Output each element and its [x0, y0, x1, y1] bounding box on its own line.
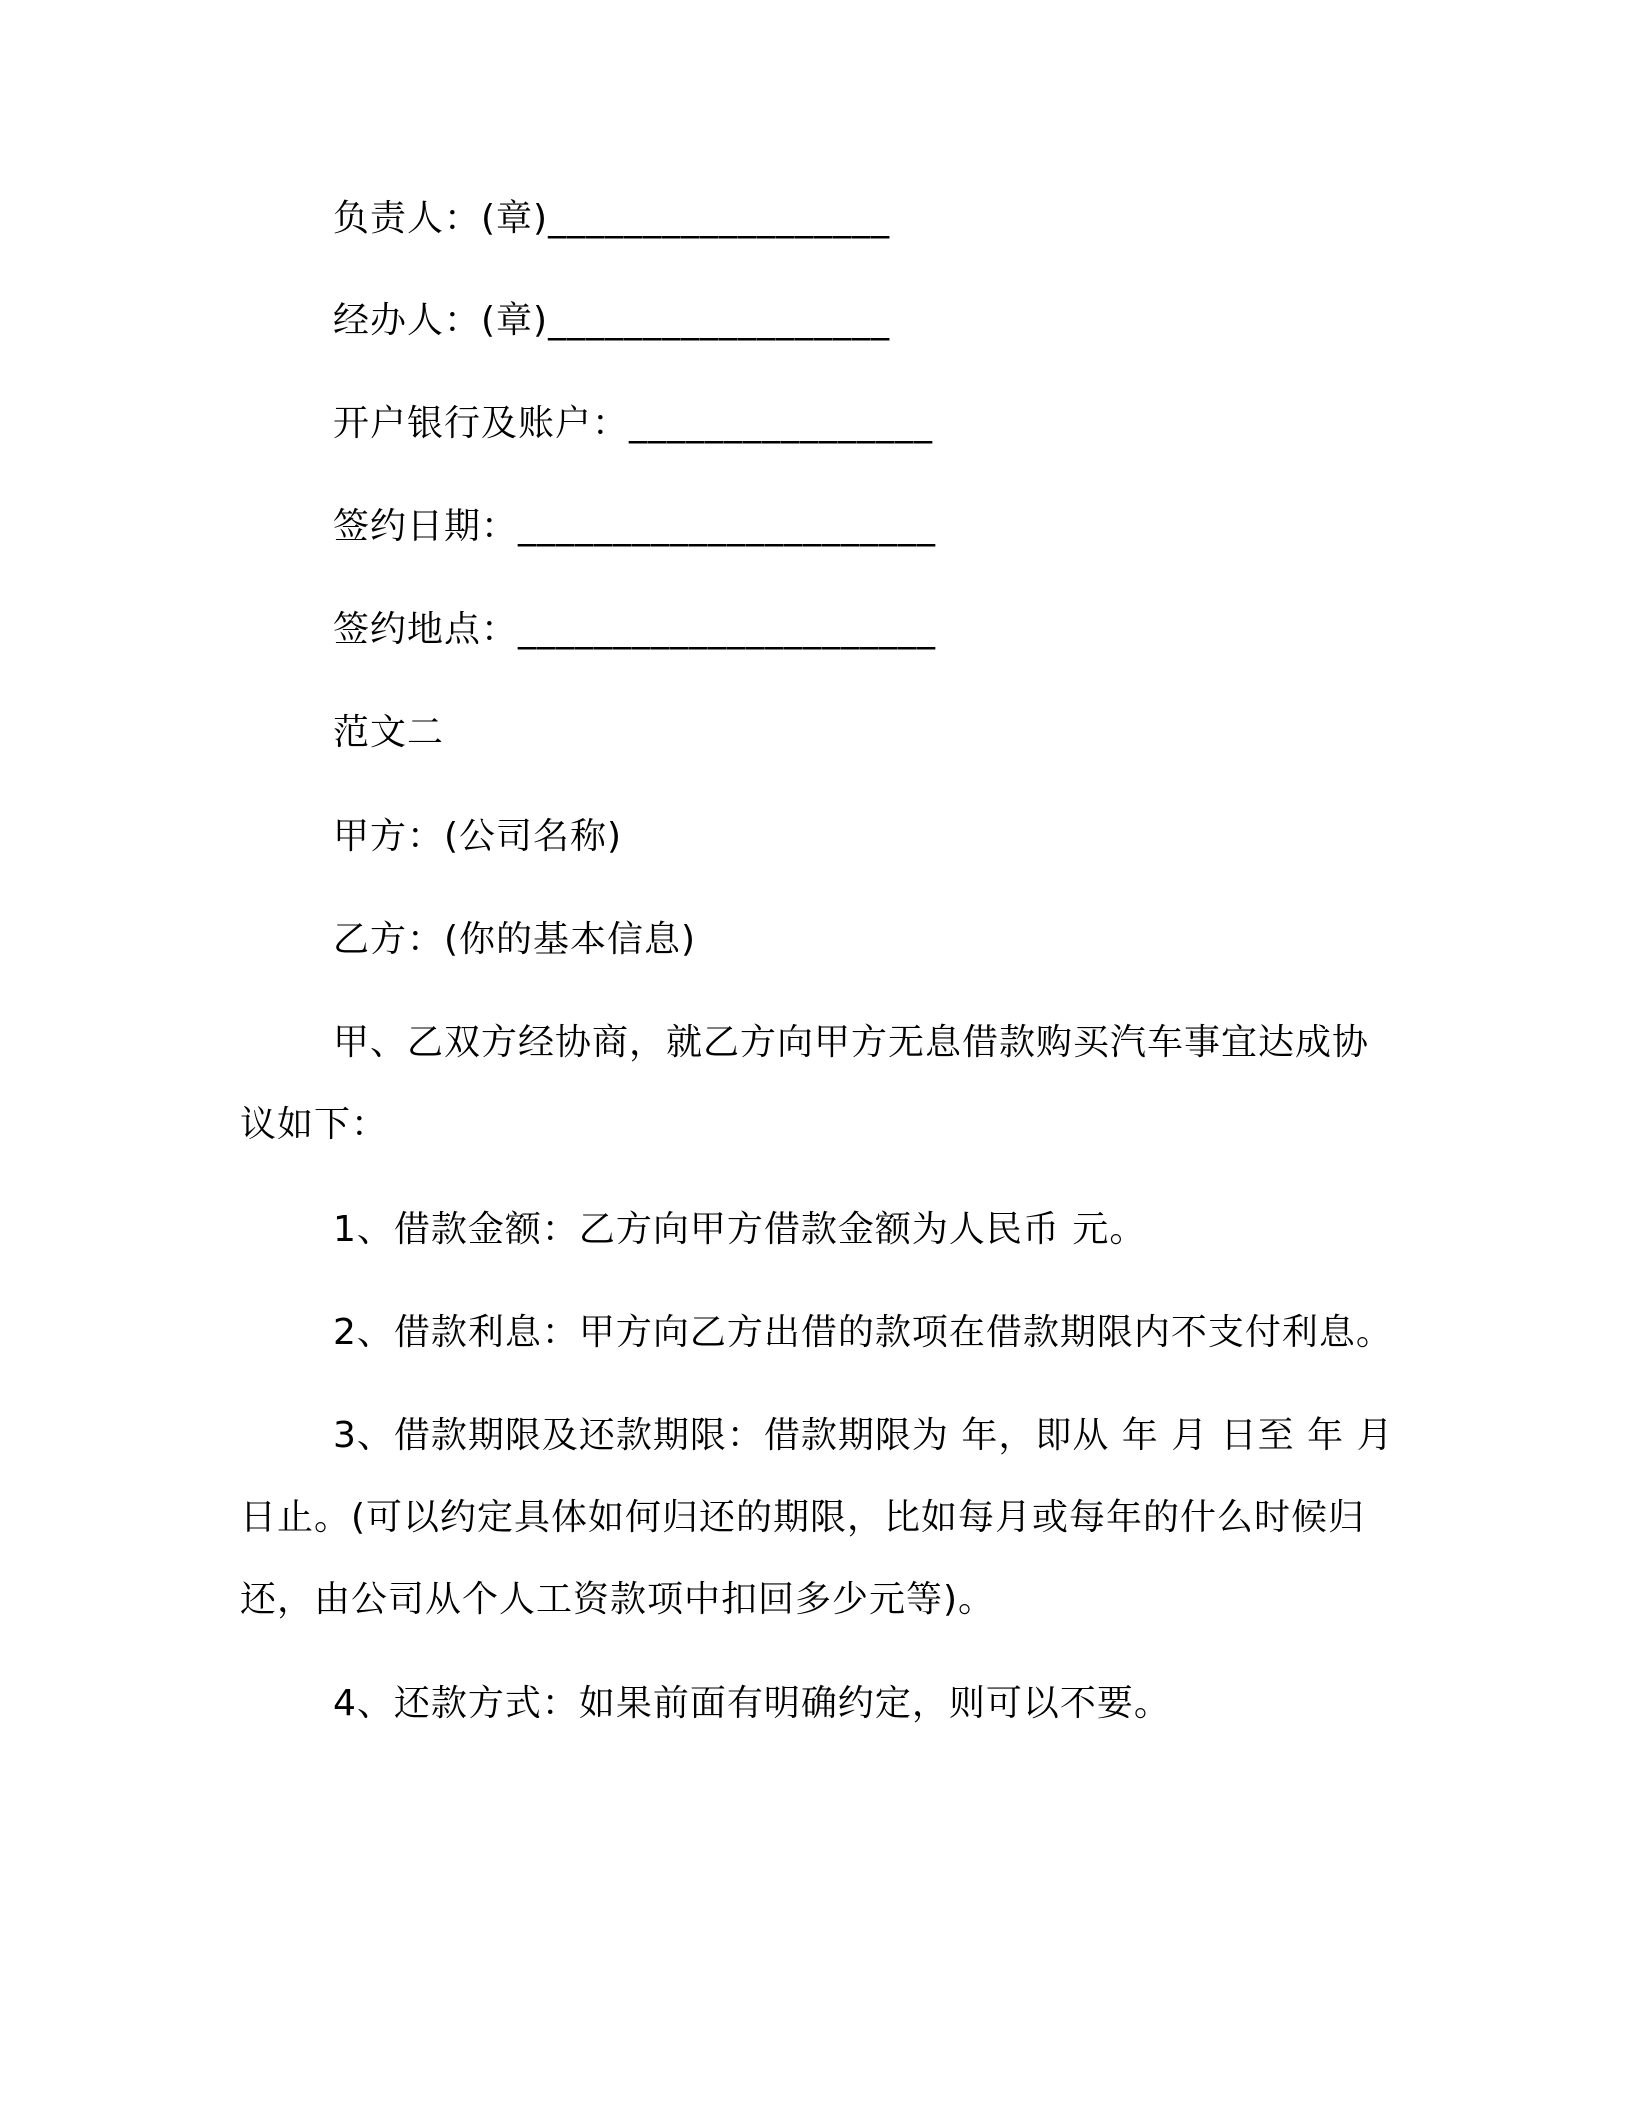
clause-3-line-3: 还，由公司从个人工资款项中扣回多少元等)。	[240, 1579, 996, 1620]
clause-2: 2、借款利息：甲方向乙方出借的款项在借款期限内不支付利息。	[333, 1312, 1393, 1353]
clause-3-line-2: 日止。(可以约定具体如何归还的期限，比如每月或每年的什么时候归	[240, 1497, 1366, 1538]
party-b-line: 乙方：(你的基本信息)	[333, 919, 697, 960]
signing-place-field: 签约地点：______________________	[333, 609, 937, 650]
clause-1: 1、借款金额：乙方向甲方借款金额为人民币 元。	[333, 1209, 1147, 1250]
section-heading: 范文二	[333, 712, 445, 753]
party-a-line: 甲方：(公司名称)	[333, 816, 623, 857]
signature-responsible-person: 负责人：(章)__________________	[333, 198, 891, 239]
clause-3-line-1: 3、借款期限及还款期限：借款期限为 年，即从 年 月 日至 年 月	[333, 1415, 1394, 1456]
intro-paragraph-line-1: 甲、乙双方经协商，就乙方向甲方无息借款购买汽车事宜达成协	[333, 1022, 1370, 1063]
signature-handler: 经办人：(章)__________________	[333, 300, 891, 341]
signing-date-field: 签约日期：______________________	[333, 506, 937, 547]
intro-paragraph-line-2: 议如下：	[240, 1104, 389, 1145]
clause-4: 4、还款方式：如果前面有明确约定，则可以不要。	[333, 1683, 1171, 1724]
bank-account-field: 开户银行及账户：________________	[333, 403, 934, 444]
